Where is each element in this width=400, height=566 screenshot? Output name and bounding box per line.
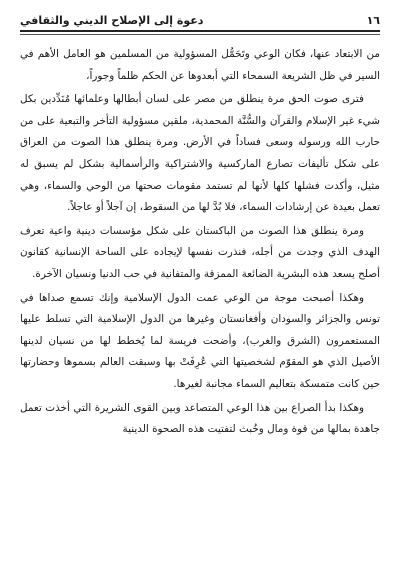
paragraph: وهكذا بدأ الصراع بين هذا الوعي المتصاعد وبين القوى الشريرة التي أخذت تعمل جاهدة بمالها من قوة ومال وخُبث لتفتيت هذه الصحوة الدينية — [20, 401, 380, 436]
page-body — [20, 44, 380, 441]
paragraph: فترى صوت الحق مرة ينطلق من مصر على لسان أبطالها وعلمائها مُنَدِّدين بكل شيء غير الإسلام والقرآن والسُّنَّة المحمدية، ملقين مسؤولية التأخر والتبعية على من حارب الله ورسوله وسعى فساداً في الأرض. ومرة ينطلق هذا الصوت من العراق على شكل تأليفات تصارع الماركسية والاشتراكية والرأسمالية بشكل لم يسبق له مثيل، وأكدت فشلها كلها لأنها لم تستمد مقومات صحتها من الوحي والسماء، وهي تعمل بعيدة عن إرشادات السماء، فلا بُدَّ لها من السقوط، إن آجلاً أو عاجلاً. — [20, 93, 380, 214]
running-header-title: دعوة إلى الإصلاح الديني والثقافي — [20, 14, 204, 27]
running-header — [20, 8, 380, 32]
paragraph: ومرة ينطلق هذا الصوت من الباكستان على شكل مؤسسات دينية واعية تعرف الهدف الذي وجدت من أجله، فنذرت نفسها لإيجاده على الساحة الإنسانية كقانون أصلح يسعد هذه البشرية الضائعة الممزقة والمتفانية في حب الدنيا ونسيان الآخرة. — [20, 224, 380, 280]
page-number: ١٦ — [366, 14, 380, 27]
paragraph: من الابتعاد عنها، فكان الوعي وتَحَمُّل المسؤولية من المسلمين هو العامل الأهم في السير في ظل الشريعة السمحاء التي أبعدوها عن الحكم ظلماً وجوراً، — [20, 48, 380, 82]
paragraph: وهكذا أصبحت موجة من الوعي عمت الدول الإسلامية وإنك تسمع صداها في تونس والجزائر والسودان وأفغانستان وغيرها من الدول الإسلامية التي تسلط عليها المستعمرون (الشرق والغرب)، وأضحت فريسة لما يُخطط لها من نسيان لدينها الأصيل الذي هو المقوّم لشخصيتها التي عُرِفَتْ بها وسبقت العالم بسموها وحضارتها حين كانت متمسكة بتعاليم السماء مجانبة لغيرها. — [20, 291, 380, 390]
